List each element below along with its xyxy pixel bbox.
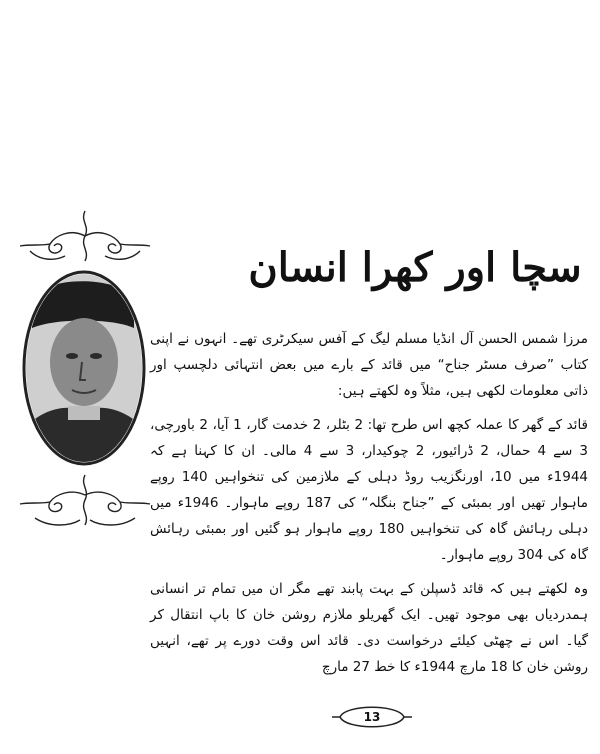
portrait-photo <box>22 270 146 466</box>
page-number: 13 <box>363 710 381 724</box>
article-body <box>150 326 588 688</box>
paragraph-discipline: وہ لکھتے ہیں کہ قائد ڈسپلن کے بہت پابند تھے مگر ان میں تمام تر انسانی ہمدردیاں بھی موجود تھیں۔ ایک گھریلو ملازم روشن خان کا باپ انتقال کر گیا۔ اس نے چھٹی کیلئے درخواست دی۔ قائد اس وقت دورے پر تھے، انہیں روشن خان کا 18 مارچ 1944ء کا خط 27 مارچ <box>150 581 588 675</box>
bottom-flourish-ornament <box>10 470 160 530</box>
paragraph-staff-details: قائد کے گھر کا عملہ کچھ اس طرح تھا: 2 بٹلر، 2 خدمت گار، 1 آیا، 2 باورچی، 3 سے 4 حمال، 2 ڈرائیور، 2 چوکیدار، 3 سے 4 مالی۔ ان کا کہنا ہے کہ 1944ء میں 10، اورنگزیب روڈ دہلی کے ملازمین کی تنخواہیں 140 روپے ماہوار تھیں اور بمبئی کے ”جناح بنگلہ“ کی 187 روپے ماہوار۔ 1946ء میں دہلی رہائش گاہ کی تنخواہیں 180 روپے ماہوار ہو گئیں اور بمبئی رہائش گاہ کی 304 روپے ماہوار۔ <box>150 417 589 563</box>
page-title: سچا اور کھرا انسان <box>248 244 582 291</box>
top-flourish-ornament <box>10 206 160 266</box>
paragraph-intro: مرزا شمس الحسن آل انڈیا مسلم لیگ کے آفس سیکرٹری تھے۔ انہوں نے اپنی کتاب ”صرف مسٹر جناح“ میں قائد کے بارے میں بعض انتہائی دلچسپ اور ذاتی معلومات لکھی ہیں، مثلاً وہ لکھتے ہیں: <box>150 331 588 399</box>
